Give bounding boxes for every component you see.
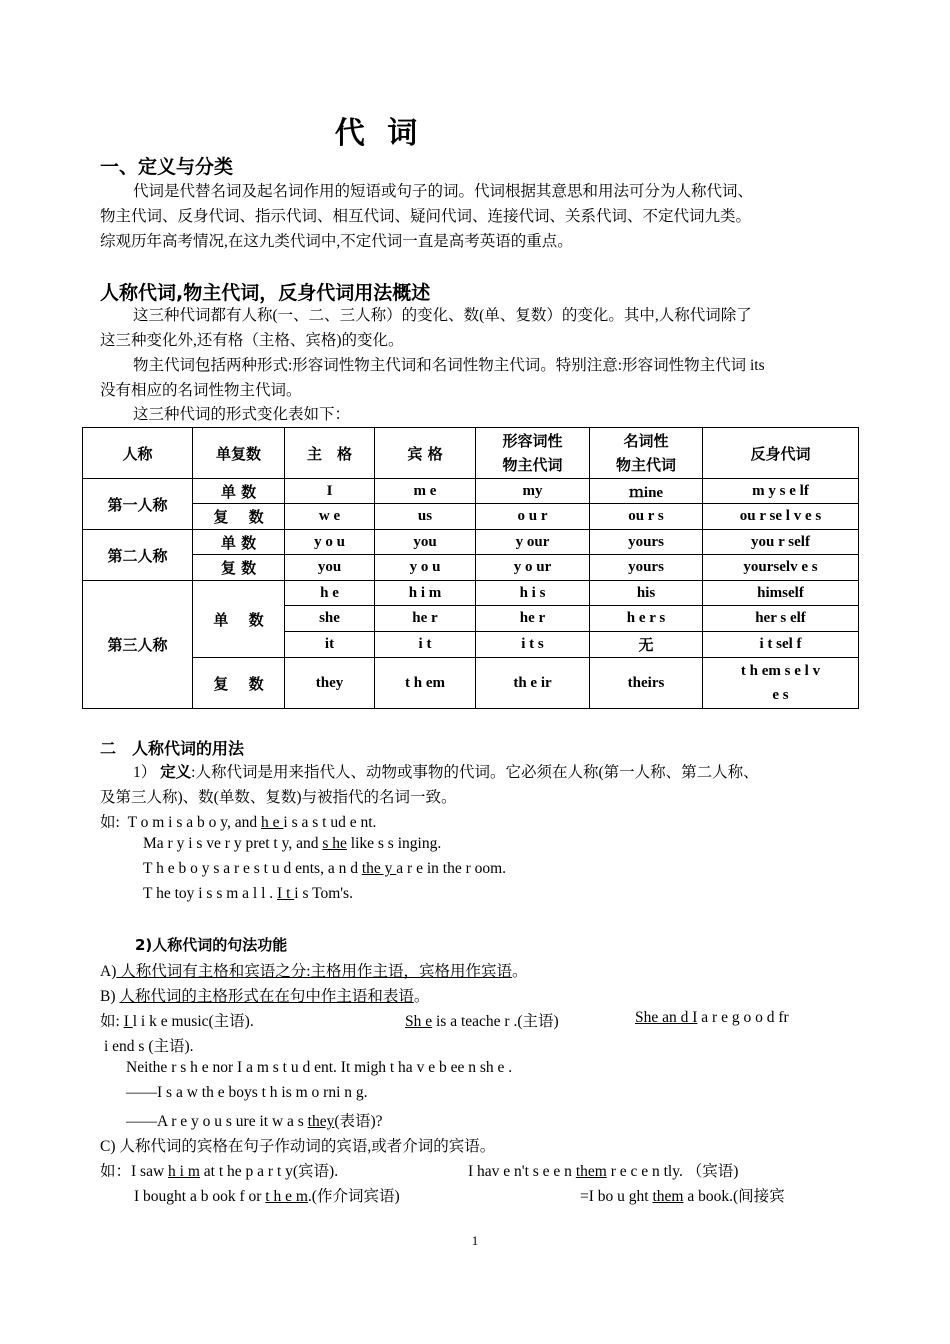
cell: y o u [285, 530, 375, 555]
page-number: 1 [471, 1233, 479, 1248]
paragraph-line: 综观历年高考情况,在这九类代词中,不定代词一直是高考英语的重点。 [100, 233, 573, 250]
example-text: a r e g o o d fr [697, 1009, 789, 1026]
cell-plural: 复 数 [193, 658, 285, 709]
example-underlined: She an d I [635, 1009, 698, 1026]
example-text: a r e in the r oom. [396, 860, 507, 877]
example-line: i end s (主语). [104, 1038, 194, 1055]
cell: th e ir [476, 658, 590, 709]
section-heading-definition: 一、定义与分类 [100, 156, 234, 178]
cell: yours [590, 555, 703, 581]
section-heading-usage: 二 人称代词的用法 [100, 739, 245, 758]
cell: y our [476, 530, 590, 555]
header-text: 物主代词 [502, 456, 563, 474]
cell-text: t h em s e l v [740, 663, 821, 679]
cell: us [375, 504, 476, 530]
header-text: 名词性 [623, 432, 669, 450]
example-text: i s a s t ud e nt. [283, 814, 377, 831]
paragraph-line: 这三种变化外,还有格（主格、宾格)的变化。 [100, 332, 404, 349]
example-text: l i k e music(主语). [132, 1013, 254, 1030]
example-line [100, 1159, 338, 1181]
example-line [134, 1184, 400, 1206]
paragraph-line: 没有相应的名词性物主代词。 [100, 382, 302, 399]
definition-text: :人称代词是用来指代人、动物或事物的代词。它必须在人称(第一人称、第二人称、 [191, 764, 759, 781]
cell: ou r se l v e s [703, 504, 859, 530]
cell: h e [285, 581, 375, 606]
cell: i t [375, 632, 476, 658]
rule-end: 。 [413, 988, 430, 1005]
definition-label: 定义 [160, 764, 192, 781]
rule-text: 人称代词有主格和宾语之分:主格用作主语，宾格用作宾语 [116, 963, 513, 980]
cell-singular: 单 数 [193, 530, 285, 555]
example-text: i s Tom's. [294, 885, 353, 902]
example-line [405, 1009, 559, 1031]
header-person: 人称 [83, 428, 193, 479]
paragraph-line: 物主代词包括两种形式:形容词性物主代词和名词性物主代词。特别注意:形容词性物主代词 its [133, 357, 765, 374]
example-line: ——I s a w th e boys t h is m o rni n g. [126, 1084, 368, 1101]
cell: ou r s [590, 504, 703, 530]
rule-text: 人称代词的主格形式在在句中作主语和表语 [119, 988, 414, 1005]
page-title: 代 词 [334, 116, 424, 151]
example-line [100, 1009, 254, 1031]
cell-plural: 复 数 [193, 555, 285, 581]
cell: her s elf [703, 606, 859, 632]
rule-prefix: A) [100, 963, 117, 980]
cell: yourselv e s [703, 555, 859, 581]
header-objective: 宾 格 [375, 428, 476, 479]
example-underlined: t h e m [265, 1188, 308, 1205]
example-underlined: s he [322, 835, 347, 852]
cell: his [590, 581, 703, 606]
pronoun-table [82, 427, 859, 709]
header-text: 形容词性 [502, 432, 563, 450]
cell: m y s e lf [703, 479, 859, 504]
cell-first-person: 第一人称 [83, 479, 193, 530]
cell: h e r s [590, 606, 703, 632]
rule-b [100, 984, 429, 1006]
example-text: a book.(间接宾 [683, 1188, 785, 1205]
section-heading-overview: 人称代词,物主代词，反身代词用法概述 [100, 282, 431, 304]
example-text: =I bo u ght [580, 1188, 653, 1205]
cell: o u r [476, 504, 590, 530]
header-text: 物主代词 [615, 456, 676, 474]
example-prefix: 如: [100, 814, 120, 831]
example-text: Ma r y i s ve r y pret t y, and [143, 835, 323, 852]
cell: i t s [476, 632, 590, 658]
cell: she [285, 606, 375, 632]
example-line [100, 810, 376, 832]
header-number: 单复数 [193, 428, 285, 479]
rule-end: 。 [512, 963, 528, 980]
header-noun-possessive [590, 428, 703, 479]
cell: my [476, 479, 590, 504]
example-prefix: 如: [100, 1013, 124, 1030]
cell: you [375, 530, 476, 555]
paragraph-line: 物主代词、反身代词、指示代词、相互代词、疑问代词、连接代词、关系代词、不定代词九类。 [100, 208, 752, 225]
cell: h i m [375, 581, 476, 606]
paragraph-line: 代词是代替名词及起名词作用的短语或句子的词。代词根据其意思和用法可分为人称代词、 [133, 183, 754, 200]
example-line [143, 835, 441, 853]
example-underlined: them [652, 1188, 684, 1205]
cell: yours [590, 530, 703, 555]
cell: y o u [375, 555, 476, 581]
example-text: T he toy i s s m a l l . [143, 885, 278, 902]
example-text: is a teache r .(主语) [432, 1013, 559, 1030]
cell: he r [375, 606, 476, 632]
example-underlined: they [307, 1113, 335, 1130]
example-underlined: them [575, 1163, 607, 1180]
example-text: at t he p a r t y(宾语). [199, 1163, 339, 1180]
cell-third-person: 第三人称 [83, 581, 193, 709]
example-line [143, 885, 353, 903]
example-underlined: h i m [168, 1163, 200, 1180]
example-line [126, 1109, 383, 1131]
example-text: like s s inging. [346, 835, 442, 852]
cell: theirs [590, 658, 703, 709]
rule-prefix: B) [100, 988, 120, 1005]
cell: h i s [476, 581, 590, 606]
example-underlined: I [123, 1013, 133, 1030]
cell: he r [476, 606, 590, 632]
example-underlined: Sh e [405, 1013, 433, 1030]
cell: they [285, 658, 375, 709]
example-text: I hav e n't s e e n [468, 1163, 576, 1180]
example-text: .(作介词宾语) [307, 1188, 400, 1205]
rule-c: C) 人称代词的宾格在句子作动词的宾语,或者介词的宾语。 [100, 1138, 496, 1155]
cell: you r self [703, 530, 859, 555]
definition-line: 及第三人称)、数(单数、复数)与被指代的名词一致。 [100, 789, 457, 806]
example-line [468, 1159, 738, 1181]
cell-text: e s [772, 687, 789, 703]
example-line: Neithe r s h e nor I a m s t u d ent. It migh t ha v e b ee n sh e . [126, 1059, 513, 1076]
cell: himself [703, 581, 859, 606]
example-prefix: 如：I saw [100, 1163, 169, 1180]
paragraph-line: 这三种代词的形式变化表如下： [133, 406, 351, 423]
example-text: (表语)? [334, 1113, 383, 1130]
example-line [635, 1009, 789, 1027]
example-line [143, 860, 506, 878]
example-underlined: h e [261, 814, 284, 831]
rule-a [100, 959, 528, 981]
cell-singular: 单 数 [193, 581, 285, 658]
cell: t h em [375, 658, 476, 709]
example-underlined: the y [361, 860, 397, 877]
cell-singular: 单 数 [193, 479, 285, 504]
definition-number: 1） [133, 764, 157, 781]
header-nominative: 主 格 [285, 428, 375, 479]
example-text: T o m i s a b o y, and [127, 814, 262, 831]
cell: 无 [590, 632, 703, 658]
example-text: I bought a b ook f or [134, 1188, 266, 1205]
cell: it [285, 632, 375, 658]
cell: y o ur [476, 555, 590, 581]
cell: you [285, 555, 375, 581]
cell: I [285, 479, 375, 504]
cell-plural: 复 数 [193, 504, 285, 530]
cell-second-person: 第二人称 [83, 530, 193, 581]
definition-line [100, 760, 858, 785]
example-text: T h e b o y s a r e s t u d ents, a n d [143, 860, 362, 877]
cell [703, 658, 859, 709]
example-line [580, 1184, 785, 1206]
subheading-syntax: 2)人称代词的句法功能 [135, 936, 288, 954]
example-text: r e c e n tly. （宾语) [606, 1163, 739, 1180]
cell: w e [285, 504, 375, 530]
example-text: ——A r e y o u s ure it w a s [126, 1113, 308, 1130]
cell: m e [375, 479, 476, 504]
header-reflexive: 反身代词 [703, 428, 859, 479]
example-underlined: I t [277, 885, 295, 902]
paragraph-line: 这三种代词都有人称(一、二、三人称）的变化、数(单、复数）的变化。其中,人称代词除了 [133, 307, 752, 324]
cell: ｍine [590, 479, 703, 504]
cell: i t sel f [703, 632, 859, 658]
header-adjective-possessive [476, 428, 590, 479]
